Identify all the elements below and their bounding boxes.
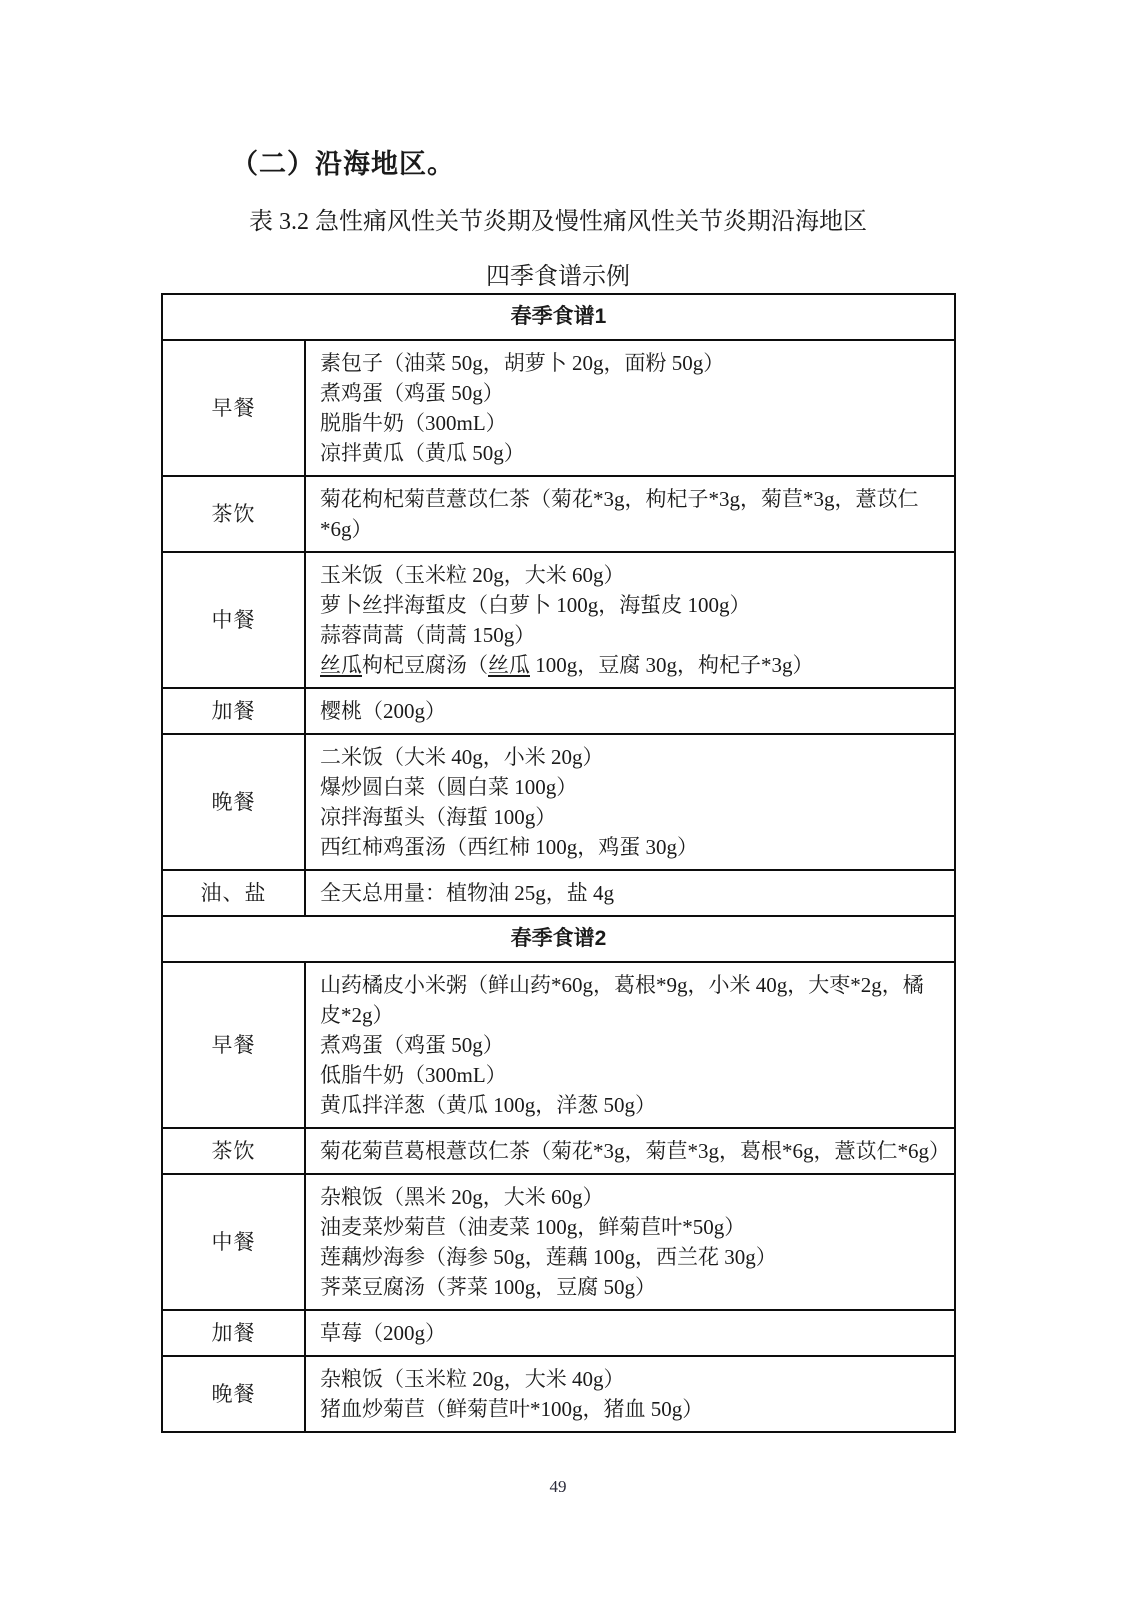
dish-line: 樱桃（200g） [320, 699, 446, 723]
underlined-ingredient: 丝瓜 [488, 653, 530, 677]
recipe-table [161, 293, 956, 1433]
dish-line: 凉拌海蜇头（海蜇 100g） [320, 805, 557, 829]
dish-line: 西红柿鸡蛋汤（西红柿 100g，鸡蛋 30g） [320, 835, 698, 859]
dish-line: 莲藕炒海参（海参 50g，莲藕 100g，西兰花 30g） [320, 1245, 777, 1269]
table-caption-line2: 四季食谱示例 [486, 264, 630, 290]
dish-line: 猪血炒菊苣（鲜菊苣叶*100g，猪血 50g） [320, 1397, 704, 1421]
dish-line [320, 650, 944, 680]
dish-line: 菊花菊苣葛根薏苡仁茶（菊花*3g，菊苣*3g，葛根*6g，薏苡仁*6g） [320, 1139, 950, 1163]
table-row [162, 734, 955, 870]
meal-label-cell: 早餐 [162, 962, 305, 1128]
meal-label-cell: 茶饮 [162, 1128, 305, 1174]
meal-content-cell [305, 1128, 955, 1174]
dish-line: 油麦菜炒菊苣（油麦菜 100g，鲜菊苣叶*50g） [320, 1215, 746, 1239]
table-row [162, 476, 955, 552]
table-caption-line1: 表 3.2 急性痛风性关节炎期及慢性痛风性关节炎期沿海地区 [249, 209, 867, 235]
dish-line: 草莓（200g） [320, 1321, 446, 1345]
table-row [162, 870, 955, 916]
meal-content-cell [305, 476, 955, 552]
meal-content-cell [305, 340, 955, 476]
dish-line: 凉拌黄瓜（黄瓜 50g） [320, 441, 525, 465]
table-row [162, 552, 955, 688]
meal-content-cell [305, 552, 955, 688]
dish-line: 蒜蓉茼蒿（茼蒿 150g） [320, 623, 536, 647]
meal-label-cell: 加餐 [162, 688, 305, 734]
dish-line: 爆炒圆白菜（圆白菜 100g） [320, 775, 578, 799]
table-row [162, 1356, 955, 1432]
table-row [162, 962, 955, 1128]
meal-content-cell [305, 1174, 955, 1310]
dish-text: 100g，豆腐 30g，枸杞子*3g） [530, 653, 814, 677]
dish-line: 素包子（油菜 50g，胡萝卜 20g，面粉 50g） [320, 351, 725, 375]
dish-line: 低脂牛奶（300mL） [320, 1063, 507, 1087]
table-row [162, 688, 955, 734]
meal-content-cell [305, 870, 955, 916]
meal-label-cell: 中餐 [162, 552, 305, 688]
table-row [162, 340, 955, 476]
meal-content-cell [305, 734, 955, 870]
dish-line: 玉米饭（玉米粒 20g，大米 60g） [320, 563, 625, 587]
dish-line: 脱脂牛奶（300mL） [320, 411, 507, 435]
dish-line: 杂粮饭（黑米 20g，大米 60g） [320, 1185, 604, 1209]
underlined-ingredient: 丝瓜 [320, 653, 362, 677]
dish-line: 荠菜豆腐汤（荠菜 100g，豆腐 50g） [320, 1275, 656, 1299]
meal-label-cell: 早餐 [162, 340, 305, 476]
dish-line: 杂粮饭（玉米粒 20g，大米 40g） [320, 1367, 625, 1391]
dish-line: 二米饭（大米 40g，小米 20g） [320, 745, 604, 769]
dish-text: 枸杞豆腐汤（ [362, 653, 488, 677]
dish-line: 山药橘皮小米粥（鲜山药*60g，葛根*9g，小米 40g，大枣*2g，橘皮*2g） [320, 973, 924, 1027]
meal-content-cell [305, 962, 955, 1128]
meal-content-cell [305, 1310, 955, 1356]
page-number: 49 [549, 1477, 567, 1496]
dish-line: 萝卜丝拌海蜇皮（白萝卜 100g，海蜇皮 100g） [320, 593, 751, 617]
table-row [162, 1174, 955, 1310]
table-row [162, 1310, 955, 1356]
table-section-header: 春季食谱2 [162, 916, 955, 962]
dish-line: 菊花枸杞菊苣薏苡仁茶（菊花*3g，枸杞子*3g，菊苣*3g，薏苡仁*6g） [320, 487, 919, 541]
meal-content-cell [305, 1356, 955, 1432]
dish-line: 煮鸡蛋（鸡蛋 50g） [320, 381, 504, 405]
meal-label-cell: 晚餐 [162, 1356, 305, 1432]
meal-content-cell [305, 688, 955, 734]
dish-line: 黄瓜拌洋葱（黄瓜 100g，洋葱 50g） [320, 1093, 656, 1117]
meal-label-cell: 油、盐 [162, 870, 305, 916]
meal-label-cell: 茶饮 [162, 476, 305, 552]
table-section-header: 春季食谱1 [162, 294, 955, 340]
meal-label-cell: 加餐 [162, 1310, 305, 1356]
dish-line: 煮鸡蛋（鸡蛋 50g） [320, 1033, 504, 1057]
meal-label-cell: 中餐 [162, 1174, 305, 1310]
table-row [162, 1128, 955, 1174]
section-heading: （二）沿海地区。 [231, 149, 455, 179]
meal-label-cell: 晚餐 [162, 734, 305, 870]
dish-line: 全天总用量：植物油 25g，盐 4g [320, 881, 614, 905]
